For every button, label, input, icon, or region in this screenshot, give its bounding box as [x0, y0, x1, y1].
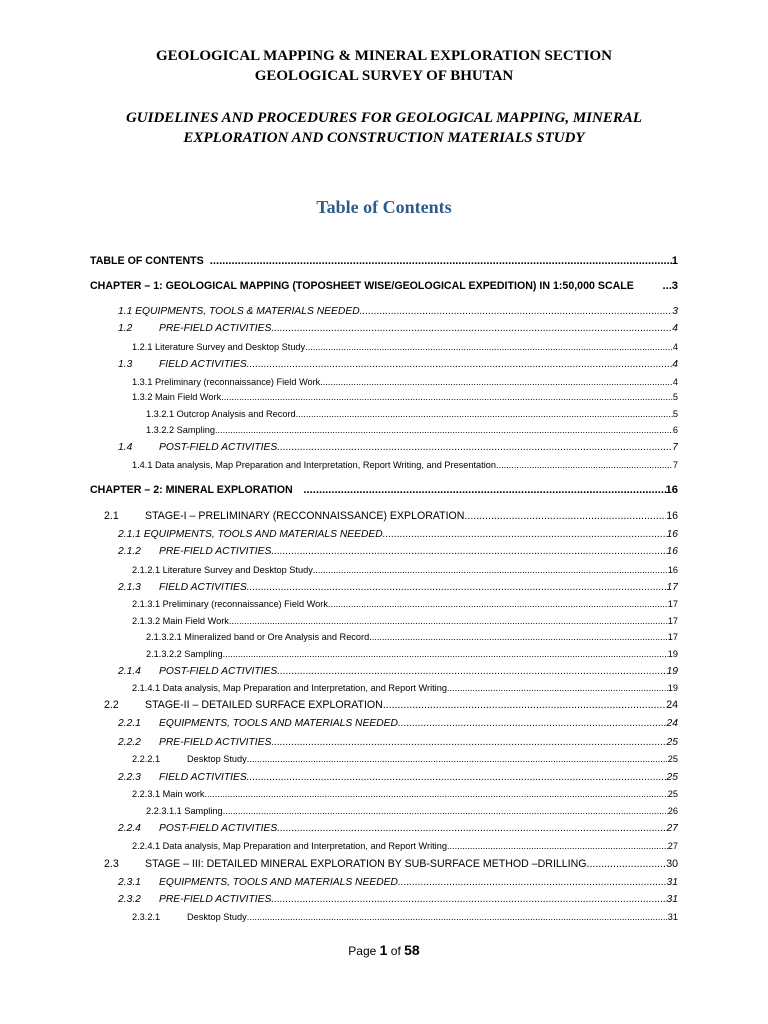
toc-entry-number: 2.2.3 — [118, 772, 141, 783]
toc-entry-page-number: 16 — [666, 546, 678, 557]
toc-entry[interactable] — [132, 616, 678, 626]
toc-entry-text: FIELD ACTIVITIES — [159, 772, 247, 783]
footer-page-label: Page — [348, 944, 377, 958]
section-heading: GEOLOGICAL MAPPING & MINERAL EXPLORATION SECTION — [155, 48, 613, 64]
toc-entry-page-number: 3 — [672, 306, 678, 317]
toc-entry-number: 2.1.3 — [118, 582, 141, 593]
toc-dot-leader — [277, 666, 666, 677]
toc-entry-number: 2.1.2 — [118, 546, 141, 557]
toc-dot-leader — [247, 912, 668, 922]
toc-entry-label — [104, 699, 383, 711]
toc-entry-label — [118, 323, 271, 334]
toc-entry-number: 2.1.4 — [118, 666, 141, 677]
toc-dot-leader — [305, 342, 673, 352]
toc-entry-text: PRE-FIELD ACTIVITIES — [159, 546, 272, 557]
toc-entry-number: 2.2.1 — [118, 718, 141, 729]
toc-entry-text: FIELD ACTIVITIES — [159, 359, 247, 370]
toc-entry-text: CHAPTER – 1: GEOLOGICAL MAPPING (TOPOSHEET WISE/GEOLOGICAL EXPEDITION) IN 1:50,000 SCALE — [90, 280, 634, 292]
toc-dot-leader — [383, 529, 667, 540]
toc-entry-label — [90, 280, 634, 292]
toc-dot-leader — [663, 280, 672, 292]
toc-entry-page-number: 31 — [666, 894, 678, 905]
toc-entry-label — [132, 789, 205, 799]
toc-entry[interactable] — [118, 582, 678, 593]
toc-entry[interactable] — [132, 683, 678, 693]
toc-entry[interactable] — [132, 460, 678, 470]
footer-total-pages: 58 — [404, 942, 420, 958]
toc-entry-page-number: 7 — [672, 460, 678, 470]
toc-entry[interactable] — [132, 377, 678, 387]
toc-entry-page-number: 25 — [666, 737, 678, 748]
toc-entry-label — [118, 772, 247, 783]
toc-entry[interactable] — [132, 789, 678, 799]
toc-entry-label — [104, 510, 464, 522]
toc-entry-page-number: 5 — [672, 392, 678, 402]
toc-entry-page-number: 17 — [667, 599, 678, 609]
toc-entry[interactable] — [118, 323, 678, 334]
toc-entry-text: 2.1.3.2.2 Sampling — [146, 649, 223, 659]
toc-entry-text: STAGE-I – PRELIMINARY (RECCONNAISSANCE) EXPLORATION — [145, 510, 465, 522]
toc-entry-label — [146, 806, 223, 816]
toc-entry-number: 2.2 — [104, 699, 119, 711]
toc-entry[interactable] — [146, 425, 678, 435]
toc-entry[interactable] — [118, 306, 678, 317]
toc-dot-leader — [447, 683, 668, 693]
toc-entry-page-number: 24 — [666, 699, 678, 711]
toc-dot-leader — [369, 632, 668, 642]
toc-entry-number: 2.1 — [104, 510, 119, 522]
toc-entry-label — [118, 718, 398, 729]
toc-dot-leader — [247, 772, 667, 783]
toc-entry-label — [132, 392, 221, 402]
toc-entry-page-number: 24 — [666, 718, 678, 729]
toc-entry-text: Desktop Study — [187, 912, 247, 922]
toc-dot-leader — [587, 858, 667, 870]
toc-entry[interactable] — [132, 599, 678, 609]
toc-entry-text: 1.4.1 Data analysis, Map Preparation and Interpretation, Report Writing, and Presentation — [132, 460, 496, 470]
toc-entry[interactable] — [118, 442, 678, 453]
toc-dot-leader — [247, 582, 667, 593]
toc-entry-page-number: 27 — [666, 823, 678, 834]
toc-entry-number: 1.2 — [118, 323, 133, 334]
toc-entry-label — [90, 484, 293, 496]
toc-entry[interactable] — [118, 894, 678, 905]
toc-entry-label — [118, 737, 271, 748]
toc-entry-number: 1.4 — [118, 442, 133, 453]
toc-entry[interactable] — [104, 510, 678, 522]
toc-entry-label — [118, 894, 271, 905]
toc-dot-leader — [210, 255, 672, 267]
toc-entry[interactable] — [118, 529, 678, 540]
toc-entry[interactable] — [90, 255, 678, 267]
toc-dot-leader — [464, 510, 666, 522]
toc-entry-number: 2.3.1 — [118, 877, 141, 888]
toc-entry-page-number: 17 — [667, 616, 678, 626]
toc-entry[interactable] — [104, 858, 678, 870]
toc-entry-page-number: 19 — [667, 649, 678, 659]
toc-entry-text: FIELD ACTIVITIES — [159, 582, 247, 593]
toc-entry[interactable] — [118, 737, 678, 748]
toc-entry-label — [132, 342, 305, 352]
toc-entry-text: 2.1.3.2 Main Field Work — [132, 616, 229, 626]
toc-entry-page-number: 30 — [666, 858, 678, 870]
toc-entry-label — [132, 912, 247, 922]
toc-entry-label — [132, 683, 447, 693]
toc-entry-text: 1.1 EQUIPMENTS, TOOLS & MATERIALS NEEDED — [118, 306, 360, 317]
toc-entry-label — [118, 359, 247, 370]
toc-entry-text: STAGE – III: DETAILED MINERAL EXPLORATION BY SUB-SURFACE METHOD –DRILLING — [145, 858, 587, 870]
toc-dot-leader — [398, 718, 667, 729]
toc-entry-label — [104, 858, 587, 870]
toc-entry[interactable] — [146, 649, 678, 659]
toc-entry-page-number: 19 — [667, 683, 678, 693]
toc-entry-number: 2.2.4 — [118, 823, 141, 834]
toc-entry-page-number: 27 — [667, 841, 678, 851]
toc-entry-text: 1.3.2 Main Field Work — [132, 392, 222, 402]
toc-entry-label — [132, 841, 447, 851]
toc-entry-label — [118, 666, 277, 677]
toc-entry[interactable] — [118, 359, 678, 370]
toc-entry-text: EQUIPMENTS, TOOLS AND MATERIALS NEEDED — [159, 718, 398, 729]
toc-entry-text: 2.1.4.1 Data analysis, Map Preparation and Interpretation, and Report Writing — [132, 683, 447, 693]
toc-entry[interactable] — [146, 806, 678, 816]
toc-entry-label — [118, 529, 383, 540]
toc-dot-leader — [247, 359, 673, 370]
toc-entry[interactable] — [132, 392, 678, 402]
toc-entry[interactable] — [118, 877, 678, 888]
toc-entry[interactable] — [146, 409, 678, 419]
toc-entry-label — [132, 377, 320, 387]
toc-dot-leader — [271, 894, 666, 905]
toc-entry[interactable] — [118, 772, 678, 783]
toc-entry-text: 1.2.1 Literature Survey and Desktop Study — [132, 342, 306, 352]
toc-entry-page-number: 19 — [666, 666, 678, 677]
toc-dot-leader — [277, 823, 666, 834]
toc-entry-page-number: 16 — [667, 565, 678, 575]
document-title-line-2: EXPLORATION AND CONSTRUCTION MATERIALS STUDY — [183, 130, 585, 146]
toc-entry-text: POST-FIELD ACTIVITIES — [159, 666, 278, 677]
toc-dot-leader — [296, 409, 673, 419]
toc-entry-page-number: 31 — [666, 877, 678, 888]
toc-entry-text: POST-FIELD ACTIVITIES — [159, 823, 278, 834]
toc-entry[interactable] — [118, 823, 678, 834]
toc-entry-page-number: 26 — [667, 806, 678, 816]
toc-dot-leader — [205, 789, 668, 799]
toc-entry-label — [90, 255, 204, 267]
toc-entry-number: 2.2.2.1 — [132, 754, 161, 764]
toc-dot-leader — [223, 649, 668, 659]
toc-entry-text: TABLE OF CONTENTS — [90, 255, 204, 267]
toc-entry-text: PRE-FIELD ACTIVITIES — [159, 323, 272, 334]
toc-entry-page-number: 25 — [667, 789, 678, 799]
toc-entry-label — [132, 460, 496, 470]
toc-entry-page-number: 1 — [671, 255, 678, 267]
toc-entry[interactable] — [118, 546, 678, 557]
toc-entry-text: 2.1.2.1 Literature Survey and Desktop Study — [132, 565, 313, 575]
toc-entry-label — [118, 306, 360, 317]
toc-entry-page-number: 25 — [666, 772, 678, 783]
toc-dot-leader — [383, 699, 666, 711]
toc-entry-number: 2.3 — [104, 858, 119, 870]
toc-dot-leader — [496, 460, 673, 470]
toc-entry[interactable] — [132, 342, 678, 352]
toc-entry-text: 2.2.4.1 Data analysis, Map Preparation and Interpretation, and Report Writing — [132, 841, 447, 851]
toc-entry-number: 2.2.2 — [118, 737, 141, 748]
toc-entry-page-number: 16 — [666, 529, 678, 540]
toc-dot-leader — [271, 323, 672, 334]
toc-entry-text: 2.2.3.1 Main work — [132, 789, 205, 799]
toc-dot-leader — [247, 754, 668, 764]
toc-entry-page-number: 7 — [672, 442, 678, 453]
toc-entry[interactable] — [132, 565, 678, 575]
toc-entry-page-number: 6 — [672, 425, 678, 435]
toc-entry-page-number: 25 — [667, 754, 678, 764]
toc-dot-leader — [277, 442, 672, 453]
toc-entry-label — [118, 582, 247, 593]
toc-dot-leader — [229, 616, 668, 626]
toc-entry-page-number: 4 — [672, 359, 678, 370]
toc-entry-page-number: 5 — [672, 409, 678, 419]
toc-entry-text: CHAPTER – 2: MINERAL EXPLORATION — [90, 484, 293, 496]
toc-entry[interactable] — [146, 632, 678, 642]
toc-entry-text: POST-FIELD ACTIVITIES — [159, 442, 278, 453]
toc-entry-number: 2.3.2 — [118, 894, 141, 905]
toc-entry-page-number: 17 — [667, 632, 678, 642]
toc-entry-text: 1.3.1 Preliminary (reconnaissance) Field Work — [132, 377, 321, 387]
page-footer — [0, 942, 768, 958]
toc-entry-page-number: 4 — [672, 323, 678, 334]
organization-heading: GEOLOGICAL SURVEY OF BHUTAN — [254, 68, 514, 84]
toc-entry-page-number: 4 — [672, 377, 678, 387]
toc-entry-text: 2.1.1 EQUIPMENTS, TOOLS AND MATERIALS NEEDED — [118, 529, 383, 540]
toc-entry-text: EQUIPMENTS, TOOLS AND MATERIALS NEEDED — [159, 877, 398, 888]
footer-of-label: of — [390, 944, 401, 958]
toc-dot-leader — [320, 377, 673, 387]
toc-entry[interactable] — [90, 280, 678, 292]
toc-entry-label — [118, 877, 398, 888]
toc-entry-page-number: 4 — [672, 342, 678, 352]
toc-entry[interactable] — [104, 699, 678, 711]
toc-entry-label — [146, 649, 223, 659]
toc-entry-label — [132, 565, 313, 575]
toc-entry-text: Desktop Study — [187, 754, 247, 764]
toc-entry-page-number: 17 — [666, 582, 678, 593]
toc-dot-leader — [398, 877, 667, 888]
toc-entry-label — [146, 425, 215, 435]
toc-entry-text: 2.1.3.2.1 Mineralized band or Ore Analysis and Record — [146, 632, 370, 642]
toc-entry-text: 2.1.3.1 Preliminary (reconnaissance) Field Work — [132, 599, 328, 609]
toc-entry-text: PRE-FIELD ACTIVITIES — [159, 737, 272, 748]
toc-entry[interactable] — [132, 841, 678, 851]
toc-entry-label — [146, 409, 296, 419]
toc-entry-page-number: 31 — [667, 912, 678, 922]
document-title-line-1: GUIDELINES AND PROCEDURES FOR GEOLOGICAL MAPPING, MINERAL — [125, 110, 643, 126]
toc-entry[interactable] — [90, 484, 678, 496]
footer-current-page: 1 — [379, 942, 388, 958]
toc-entry[interactable] — [118, 666, 678, 677]
toc-dot-leader — [221, 392, 673, 402]
toc-entry-page-number: 16 — [665, 484, 678, 496]
toc-entry-text: 1.3.2.2 Sampling — [146, 425, 215, 435]
toc-entry-label — [118, 442, 277, 453]
toc-dot-leader — [303, 484, 665, 496]
toc-entry-text: PRE-FIELD ACTIVITIES — [159, 894, 272, 905]
toc-entry-label — [146, 632, 369, 642]
toc-entry-number: 1.3 — [118, 359, 133, 370]
toc-entry-text: 1.3.2.1 Outcrop Analysis and Record — [146, 409, 296, 419]
toc-dot-leader — [447, 841, 668, 851]
toc-entry[interactable] — [118, 718, 678, 729]
toc-dot-leader — [328, 599, 668, 609]
toc-dot-leader — [313, 565, 668, 575]
toc-dot-leader — [215, 425, 673, 435]
toc-entry-label — [118, 823, 277, 834]
toc-entry-text: 2.2.3.1.1 Sampling — [146, 806, 223, 816]
toc-entry-page-number: 3 — [671, 280, 678, 292]
toc-entry-label — [132, 754, 247, 764]
toc-entry[interactable] — [132, 912, 678, 922]
toc-entry-page-number: 16 — [666, 510, 678, 522]
toc-dot-leader — [271, 737, 666, 748]
toc-entry-label — [132, 616, 229, 626]
toc-dot-leader — [360, 306, 673, 317]
toc-dot-leader — [271, 546, 666, 557]
toc-entry-label — [132, 599, 328, 609]
toc-heading: Table of Contents — [316, 197, 452, 217]
toc-entry-text: STAGE-II – DETAILED SURFACE EXPLORATION — [145, 699, 383, 711]
toc-dot-leader — [223, 806, 668, 816]
toc-entry-number: 2.3.2.1 — [132, 912, 161, 922]
toc-entry[interactable] — [132, 754, 678, 764]
toc-entry-label — [118, 546, 271, 557]
